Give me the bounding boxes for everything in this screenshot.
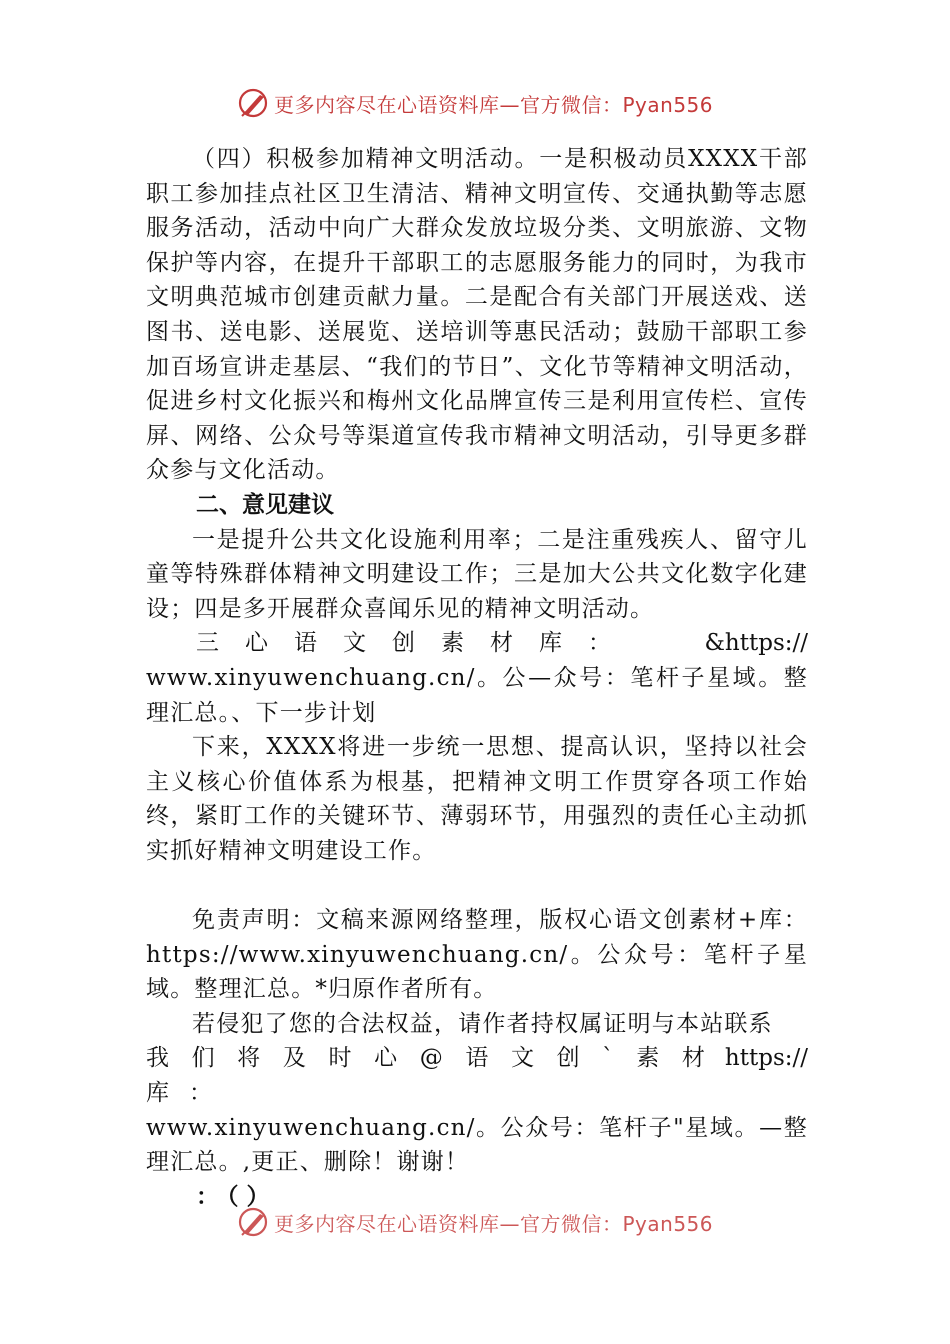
document-body	[146, 142, 808, 1214]
pen-logo-icon	[236, 1205, 270, 1239]
watermark-text: 更多内容尽在心语资料库—官方微信：Pyan556	[274, 92, 714, 117]
paragraph-infringement: 若侵犯了您的合法权益，请作者持权属证明与本站联系	[192, 1010, 773, 1037]
final-punctuation: ：（）	[196, 1183, 278, 1210]
paragraph-infringement-spaced	[146, 1041, 808, 1110]
watermark-text: 更多内容尽在心语资料库—官方微信：Pyan556	[274, 1211, 714, 1236]
url-fragment: &https://	[704, 630, 808, 657]
pen-logo-icon	[236, 86, 270, 120]
paragraph-source-note	[146, 626, 808, 661]
watermark-footer	[236, 1205, 713, 1239]
url-fragment: https://	[724, 1045, 808, 1072]
paragraph-suggestions: 一是提升公共文化设施利用率；二是注重残疾人、留守儿童等特殊群体精神文明建设工作；三是加大公共文化数字化建设；四是多开展群众喜闻乐见的精神文明活动。	[146, 526, 808, 622]
section-heading-suggestions: 二、意见建议	[196, 491, 334, 518]
paragraph-infringement-rest: www.xinyuwenchuang.cn/。公众号：笔杆子"星域。—整理汇总。,更正、删除！谢谢！	[146, 1114, 808, 1176]
paragraph-disclaimer: 免责声明：文稿来源网络整理，版权心语文创素材+库：https://www.xinyuwenchuang.cn/。公众号：笔杆子星域。整理汇总。*归原作者所有。	[146, 907, 808, 1003]
spaced-text: 三心语文创素材库：	[196, 630, 637, 657]
watermark-header	[236, 86, 713, 120]
paragraph-activities: （四）积极参加精神文明活动。一是积极动员XXXX干部职工参加挂点社区卫生清洁、精神文明宣传、交通执勤等志愿服务活动，活动中向广大群众发放垃圾分类、文明旅游、文物保护等内容，在提升干部职工的志愿服务能力的同时，为我市文明典范城市创建贡献力量。二是配合有关部门开展送戏、送图书、送电影、送展览、送培训等惠民活动；鼓励干部职工参加百场宣讲走基层、“我们的节日”、文化节等精神文明活动，促进乡村文化振兴和梅州文化品牌宣传三是利用宣传栏、宣传屏、网络、公众号等渠道宣传我市精神文明活动，引导更多群众参与文化活动。	[146, 146, 808, 484]
paragraph-source-note-rest: www.xinyuwenchuang.cn/。公—众号：笔杆子星域。整理汇总。、下一步计划	[146, 664, 808, 726]
spaced-text: 我们将及时心@语文创`素材库：	[146, 1045, 725, 1107]
blank-line	[146, 868, 808, 903]
paragraph-next-plan: 下来，XXXX将进一步统一思想、提高认识，坚持以社会主义核心价值体系为根基，把精神文明工作贯穿各项工作始终，紧盯工作的关键环节、薄弱环节，用强烈的责任心主动抓实抓好精神文明建设工作。	[146, 734, 808, 864]
